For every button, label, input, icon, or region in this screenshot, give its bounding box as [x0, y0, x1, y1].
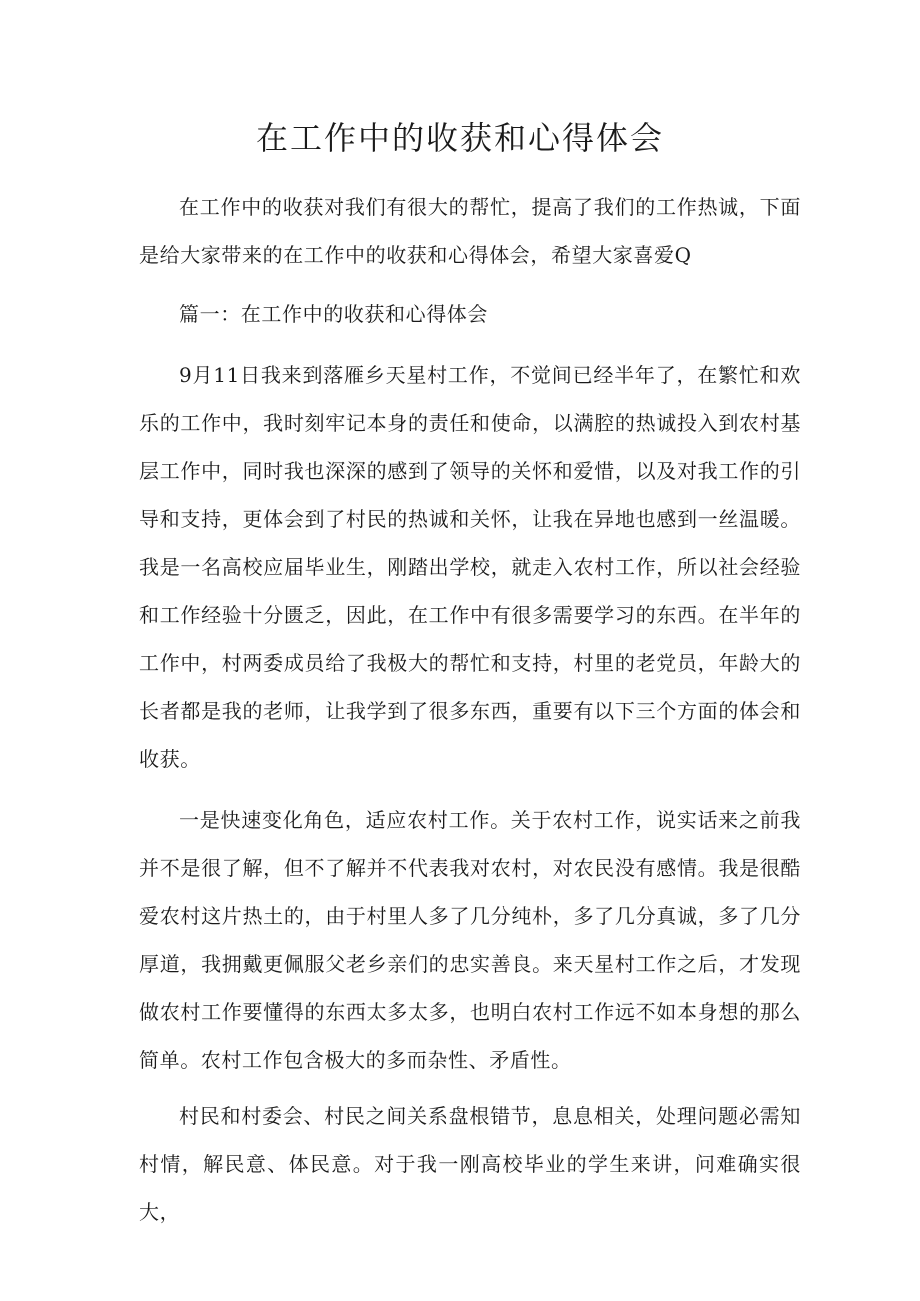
body-paragraph-2: 一是快速变化角色，适应农村工作。关于农村工作，说实话来之前我并不是很了解，但不了解并不代表我对农村，对农民没有感情。我是很酷爱农村这片热土的，由于村里人多了几分纯朴，多了几分真诚，多了几分厚道，我拥戴更佩服父老乡亲们的忠实善良。来天星村工作之后，才发现做农村工作要懂得的东西太多太多，也明白农村工作远不如本身想的那么简单。农村工作包含极大的多而杂性、矛盾性。 [139, 808, 801, 1072]
body-paragraph-1: 9月11日我来到落雁乡天星村工作，不觉间已经半年了，在繁忙和欢乐的工作中，我时刻牢记本身的责任和使命，以满腔的热诚投入到农村基层工作中，同时我也深深的感到了领导的关怀和爱惜，以及对我工作的引导和支持，更体会到了村民的热诚和关怀，让我在异地也感到一丝温暖。我是一名高校应届毕业生，刚踏出学校，就走入农村工作，所以社会经验和工作经验十分匮乏，因此，在工作中有很多需要学习的东西。在半年的工作中，村两委成员给了我极大的帮忙和支持，村里的老党员，年龄大的长者都是我的老师，让我学到了很多东西，重要有以下三个方面的体会和收获。 [139, 363, 801, 771]
body-paragraph-3: 村民和村委会、村民之间关系盘根错节，息息相关，处理问题必需知村情，解民意、体民意。对于我一刚高校毕业的学生来讲，问难确实很大， [139, 1104, 801, 1224]
section-heading: 篇一：在工作中的收获和心得体会 [179, 302, 488, 326]
document-title: 在工作中的收获和心得体会 [255, 119, 664, 157]
intro-paragraph: 在工作中的收获对我们有很大的帮忙，提高了我们的工作热诚，下面是给大家带来的在工作中的收获和心得体会，希望大家喜爱Q [139, 195, 801, 267]
